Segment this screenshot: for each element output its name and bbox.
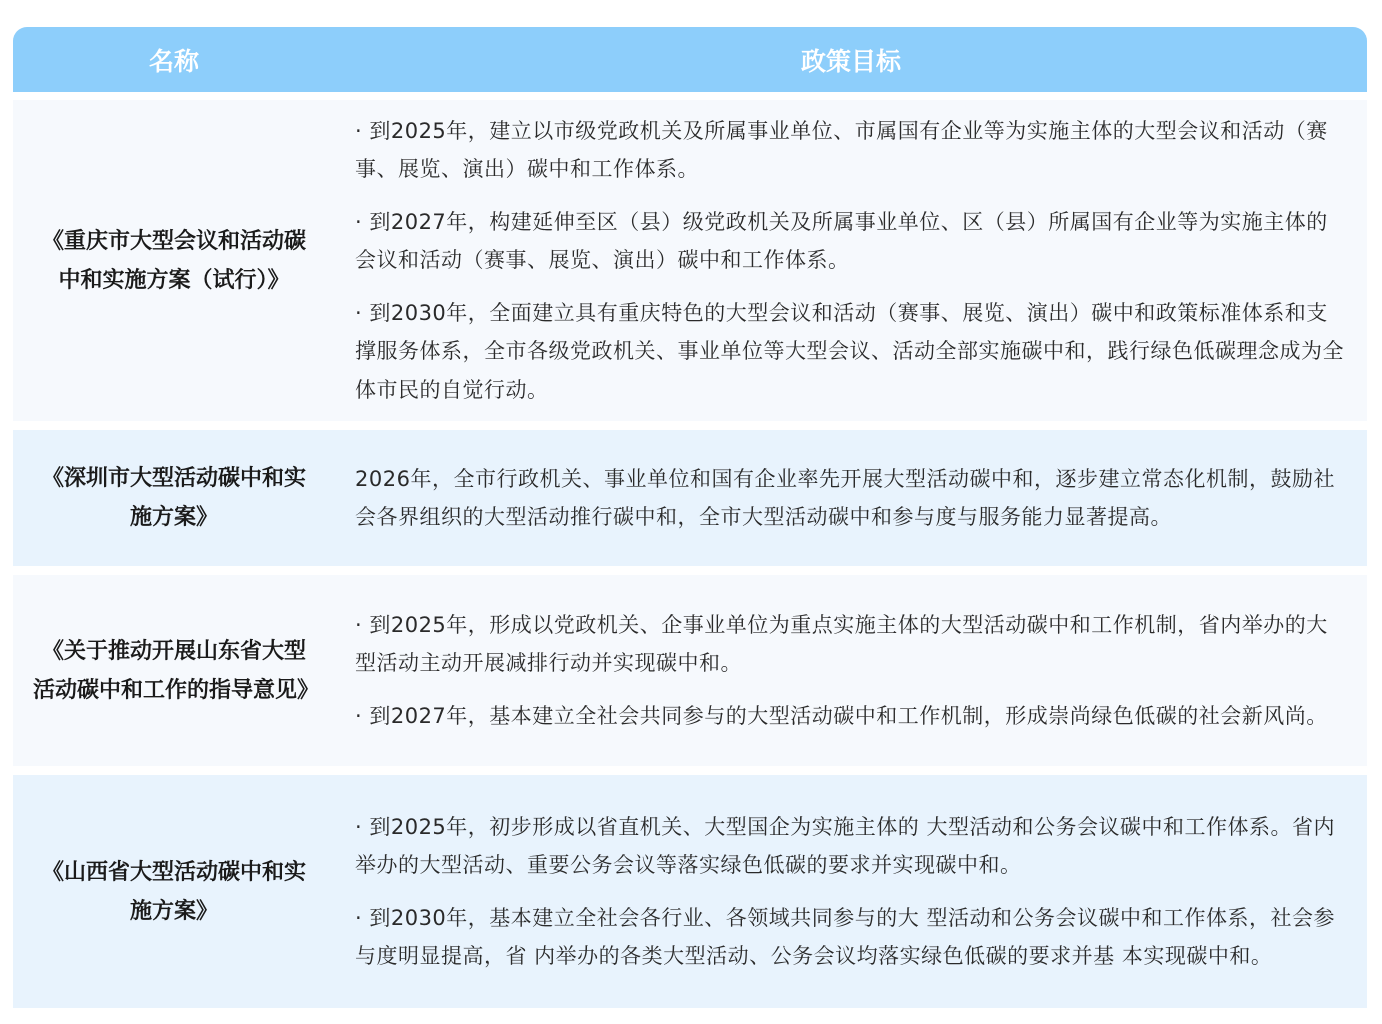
policy-goals [335,775,1367,1008]
header-policy-goal: 政策目标 [800,46,901,76]
policy-table [13,27,1367,1008]
goal-item: · 到2030年，基本建立全社会各行业、各领域共同参与的大 型活动和公务会议碳中和工作体系，社会参与度明显提高，省 内举办的各类大型活动、公务会议均落实绿色低碳的要求并基 本实现碳中和。 [355,905,1335,968]
table-header [13,27,1367,92]
policy-goals [335,430,1367,566]
policy-name: 《深圳市大型活动碳中和实施方案》 [41,466,306,530]
goal-item: · 到2025年，形成以党政机关、企事业单位为重点实施主体的大型活动碳中和工作机制，省内举办的大型活动主动开展减排行动并实现碳中和。 [355,612,1328,676]
header-name: 名称 [148,46,199,76]
policy-name: 《重庆市大型会议和活动碳中和实施方案（试行）》 [41,228,306,293]
goal-item: · 到2030年，全面建立具有重庆特色的大型会议和活动（赛事、展览、演出）碳中和政策标准体系和支撑服务体系，全市各级党政机关、事业单位等大型会议、活动全部实施碳中和，践行绿色低碳理念成为全体市民的自觉行动。 [355,300,1344,402]
goal-item: · 到2027年，基本建立全社会共同参与的大型活动碳中和工作机制，形成崇尚绿色低碳的社会新风尚。 [355,703,1328,728]
table-row-shandong [13,575,1367,766]
policy-name: 《关于推动开展山东省大型活动碳中和工作的指导意见》 [33,638,320,703]
goal-item: 2026年，全市行政机关、事业单位和国有企业率先开展大型活动碳中和，逐步建立常态化机制，鼓励社会各界组织的大型活动推行碳中和，全市大型活动碳中和参与度与服务能力显著提高。 [355,466,1335,529]
policy-goals [335,100,1367,421]
table-row-shanxi [13,775,1367,1008]
goal-item: · 到2025年，初步形成以省直机关、大型国企为实施主体的 大型活动和公务会议碳中和工作体系。省内举办的大型活动、重要公务会议等落实绿色低碳的要求并实现碳中和。 [355,814,1335,877]
goal-item: · 到2025年，建立以市级党政机关及所属事业单位、市属国有企业等为实施主体的大型会议和活动（赛事、展览、演出）碳中和工作体系。 [355,118,1328,182]
goal-item: · 到2027年，构建延伸至区（县）级党政机关及所属事业单位、区（县）所属国有企业等为实施主体的会议和活动（赛事、展览、演出）碳中和工作体系。 [355,209,1328,273]
table-row-shenzhen [13,430,1367,566]
table-row-chongqing [13,100,1367,421]
policy-name: 《山西省大型活动碳中和实施方案》 [41,859,306,924]
policy-goals [335,575,1367,766]
